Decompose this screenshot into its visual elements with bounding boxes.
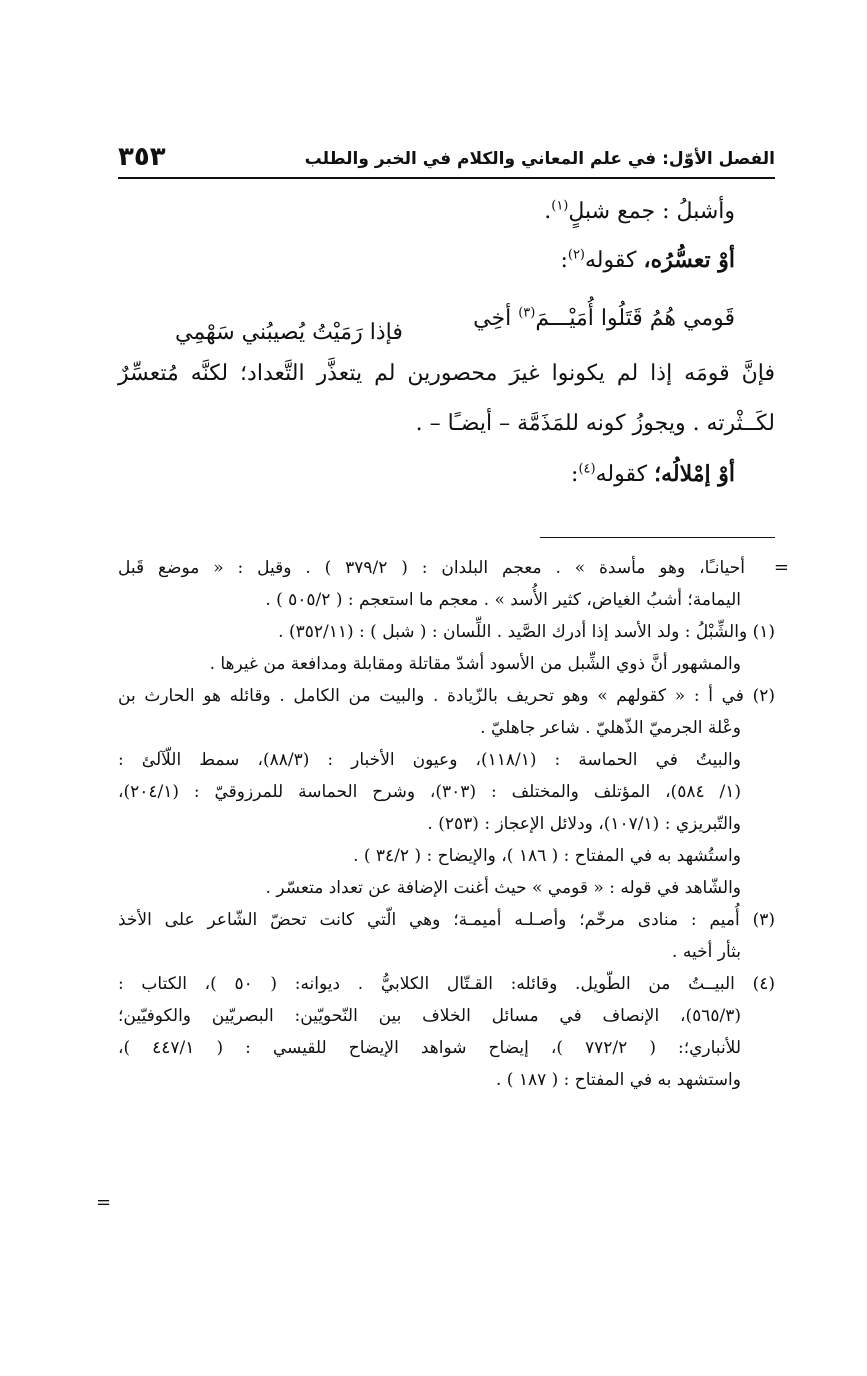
- footnote-line: وعْلة الجرميّ الذّهليّ . شاعر جاهليّ .: [480, 718, 741, 738]
- footnote-2: (٢) في أ : « كقولهم » وهو تحريف بالزّيادة . والبيت من الكامل . وقائله هو الحارث بن: [118, 686, 775, 706]
- footnote-line: (٥٦٥/٣)، الإنصاف في مسائل الخلاف بين النّحويّين: البصريّين والكوفيّين؛: [118, 1006, 741, 1026]
- bold-heading: أوْ إمْلالُه؛: [654, 461, 735, 487]
- footnote-line: واستُشهد به في المفتاح : ( ١٨٦ )، والإيضاح : ( ٣٤/٢ ) .: [353, 846, 741, 866]
- footnote-separator: [540, 537, 775, 538]
- body-line: فإنَّ قومَه إذا لم يكونوا غيرَ محصورين لم يتعذَّر التَّعداد؛ لكنَّه مُتعسِّرٌ: [118, 361, 775, 386]
- verse: [175, 303, 775, 343]
- verse-first-hemistich: قَومي هُمُ قَتَلُوا أُمَيْـــمَ$^{(٣)}$ أخِي: [473, 305, 735, 331]
- footnotes: [118, 552, 775, 1096]
- page-number: ٣٥٣: [118, 142, 166, 172]
- footnote-line: والتّبريزي : (١٠٧/١)، ودلائل الإعجاز : (٢٥٣) .: [427, 814, 741, 834]
- footnote-ref: (٢): [567, 247, 585, 263]
- footnote-line: اليمامة؛ أشبُ الغياض، كثير الأُسد » . معجم ما استعجم : ( ٥٠٥/٢ ) .: [265, 590, 741, 610]
- footnote-ref: (١): [551, 198, 569, 214]
- footnote-line: واستشهد به في المفتاح : ( ١٨٧ ) .: [495, 1070, 741, 1090]
- footnote-3: (٣) أُميم : منادى مرخّم؛ وأصـلـه أميمـة؛ وهي الّتي كانت تحضّ الشّاعر على الأخذ: [118, 910, 775, 930]
- footnote-line: والبيتُ في الحماسة : (١١٨/١)، وعيون الأخبار : (٨٨/٣)، سمط اللّآلئ :: [118, 750, 741, 770]
- footnote-1: (١) والشِّبْلُ : ولد الأسد إذا أدرك الصَّيد . اللِّسان : ( شبل ) : (٣٥٢/١١) .: [278, 622, 775, 642]
- body-line: لكَــثْرته . ويجوزُ كونه للمَذَمَّة – أيضـًا – .: [415, 411, 775, 436]
- footnote-4: (٤) البيــتُ من الطّويل. وقائله: القـتّال الكلابيُّ . ديوانه: ( ٥٠ )، الكتاب :: [118, 974, 775, 994]
- footnote-line: (١/ ٥٨٤)، المؤتلف والمختلف : (٣٠٣)، وشرح الحماسة للمرزوقيّ : (٢٠٤/١)،: [118, 782, 741, 802]
- footnote-ref: (٤): [578, 461, 596, 477]
- footnote-line: للأنباري؛: ( ٧٧٢/٢ )، إيضاح شواهد الإيضاح للقيسي : ( ٤٤٧/١ )،: [118, 1038, 741, 1058]
- continuation-mark: =: [773, 557, 789, 578]
- verse-second-hemistich: فإذا رَمَيْتُ يُصيبُني سَهْمِي: [175, 320, 403, 345]
- header-rule: [118, 177, 775, 179]
- body-line: أوْ إمْلالُه؛ كقوله$^{(٤)}$:: [571, 461, 735, 487]
- footnote-ref: (٣): [518, 305, 536, 321]
- running-header: [118, 138, 775, 172]
- continuation-mark: =: [96, 1192, 112, 1213]
- body-line: أوْ تعسُّرُه، كقوله$^{(٢)}$:: [560, 247, 735, 273]
- body-line: وأشبلُ : جمع شبلٍ$^{(١)}$.: [544, 198, 735, 224]
- footnote-line: بثأر أخيه .: [672, 942, 741, 962]
- footnote-line: أحيانـًا، وهو مأسدة » . معجم البلدان : ( ٣٧٩/٢ ) . وقيل : « موضع قَبل: [118, 558, 745, 578]
- footnote-line: والمشهور أنَّ ذوي الشِّبل من الأسود أشدّ مقاتلة ومقابلة ومدافعة من غيرها .: [209, 654, 741, 674]
- bold-heading: أوْ تعسُّرُه،: [643, 247, 735, 273]
- running-title: الفصل الأوّل: في علم المعاني والكلام في الخبر والطلب: [304, 149, 775, 169]
- footnote-line: والشّاهد في قوله : « قومي » حيث أغنت الإضافة عن تعداد متعسّر .: [265, 878, 741, 898]
